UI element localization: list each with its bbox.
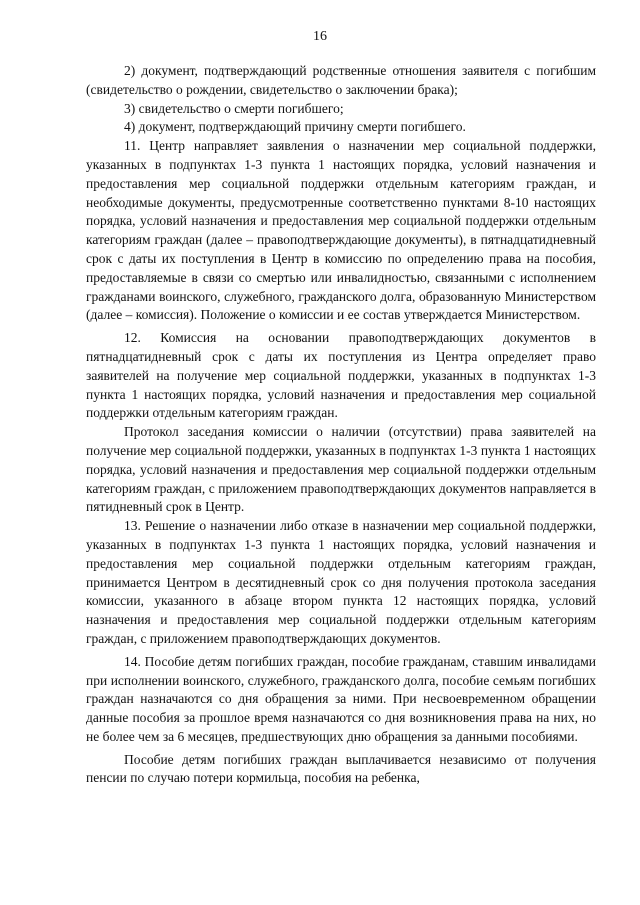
paragraph-item-2: 2) документ, подтверждающий родственные отношения заявителя с погибшим (свидетельство о рождении, свидетельство о заключении брака); [86, 63, 596, 97]
paragraph-protocol: Протокол заседания комиссии о наличии (отсутствии) права заявителей на получение мер социальной поддержки, указанных в подпунктах 1-3 пункта 1 настоящих порядка, условий назначения и предоставления мер социальной поддержки отдельным категориям граждан, с приложением правоподтверждающих документов направляется в пятидневный срок в Центр. [86, 424, 596, 515]
paragraph-clause-12: 12. Комиссия на основании правоподтверждающих документов в пятнадцатидневный срок с даты их поступления из Центра определяет право заявителей на получение мер социальной поддержки, указанных в подпунктах 1-3 пункта 1 настоящих порядка, условий назначения и предоставления мер социальной поддержки отдельным категориям граждан. [86, 330, 596, 421]
paragraph-allowance-children: Пособие детям погибших граждан выплачивается независимо от получения пенсии по случаю потери кормильца, пособия на ребенка, [86, 751, 596, 786]
page-number: 16 [313, 29, 327, 44]
paragraph-item-3: 3) свидетельство о смерти погибшего; [124, 100, 344, 116]
paragraph-clause-13: 13. Решение о назначении либо отказе в назначении мер социальной поддержки, указанных в подпунктах 1-3 пункта 1 настоящих порядка, условий назначения и предоставления мер социальной поддержки отдельным категориям граждан, принимается Центром в десятидневный срок со дня получения протокола заседания комиссии, указанного в абзаце втором пункта 12 настоящих порядка, условий назначения и предоставления мер социальной поддержки отдельным категориям граждан, с приложением правоподтверждающих документов. [86, 518, 596, 646]
paragraph-clause-14: 14. Пособие детям погибших граждан, пособие гражданам, ставшим инвалидами при исполнении воинского, служебного, гражданского долга, пособие семьям погибших граждан назначаются со дня обращения за ними. При несвоевременном обращении данные пособия за прошлое время назначаются со дня возникновения права на них, но не более чем за 6 месяцев, предшествующих дню обращения за данными пособиями. [86, 653, 596, 744]
paragraph-item-4: 4) документ, подтверждающий причину смерти погибшего. [124, 119, 466, 135]
paragraph-clause-11: 11. Центр направляет заявления о назначении мер социальной поддержки, указанных в подпунктах 1-3 пункта 1 настоящих порядка, условий назначения и предоставления мер социальной поддержки отдельным категориям граждан, и необходимые документы, предусмотренные соответственно пунктами 8-10 настоящих порядка, условий назначения и предоставления мер социальной поддержки отдельным категориям граждан (далее – правоподтверждающие документы), в пятнадцатидневный срок с даты их поступления в Центр в комиссию по определению права на пособия, предоставляемые в связи со смертью или инвалидностью, связанными с исполнением гражданами воинского, служебного, гражданского долга, образованную Министерством (далее – комиссия). Положение о комиссии и ее состав утверждается Министерством. [86, 138, 596, 323]
document-body [86, 62, 596, 788]
